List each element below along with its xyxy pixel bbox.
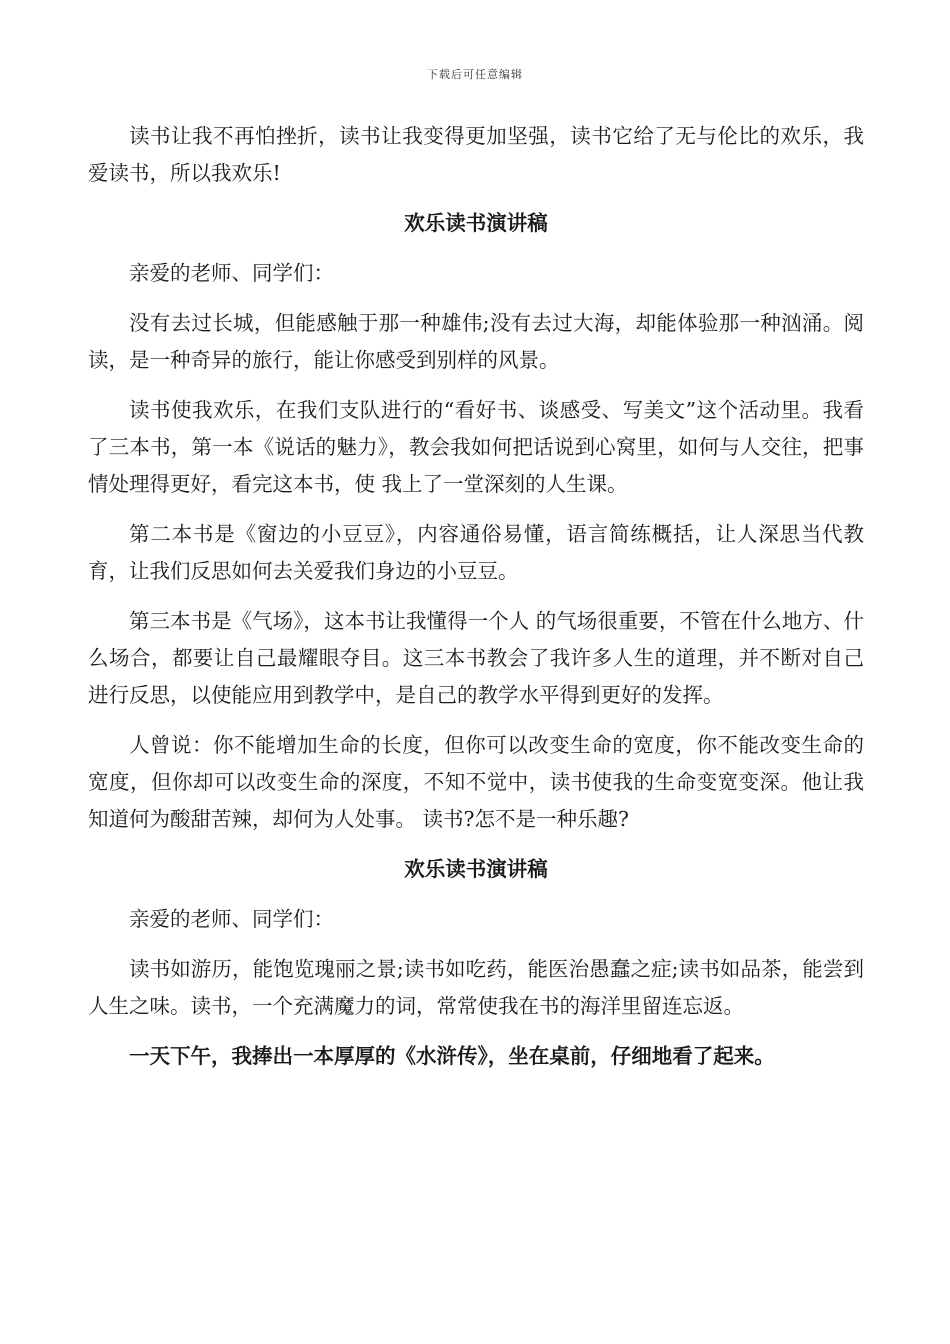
paragraph: 第二本书是《窗边的小豆豆》，内容通俗易懂，语言简练概括，让人深思当代教育，让我们反思如何去关爱我们身边的小豆豆。 xyxy=(88,522,864,583)
salutation: 亲爱的老师、同学们： xyxy=(129,261,334,285)
paragraph: 人曾说：你不能增加生命的长度，但你可以改变生命的宽度，你不能改变生命的宽度，但你却可以改变生命的深度，不知不觉中，读书使我的生命变宽变深。他让我知道何为酸甜苦辣，却何为人处事。 读书?怎不是一种乐趣? xyxy=(88,733,864,831)
paragraph: 读书如游历，能饱览瑰丽之景;读书如吃药，能医治愚蠢之症;读书如品茶，能尝到人生之味。读书，一个充满魔力的词，常常使我在书的海洋里留连忘返。 xyxy=(88,957,864,1018)
paragraph: 读书使我欢乐，在我们支队进行的“看好书、谈感受、写美文”这个活动里。我看了三本书，第一本《说话的魅力》，教会我如何把话说到心窝里，如何与人交往，把事情处理得更好，看完这本书，使 我上了一堂深刻的人生课。 xyxy=(88,398,864,496)
document-body xyxy=(88,118,864,1075)
salutation: 亲爱的老师、同学们： xyxy=(129,907,334,931)
paragraph: 第三本书是《气场》，这本书让我懂得一个人 的气场很重要，不管在什么地方、什么场合，都要让自己最耀眼夺目。这三本书教会了我许多人生的道理，并不断对自己进行反思，以使能应用到教学中，是自己的教学水平得到更好的发挥。 xyxy=(88,609,864,707)
section-title: 欢乐读书演讲稿 xyxy=(404,857,548,881)
paragraph: 读书让我不再怕挫折，读书让我变得更加坚强，读书它给了无与伦比的欢乐，我爱读书，所以我欢乐! xyxy=(88,124,864,185)
page-header: 下载后可任意编辑 xyxy=(427,68,523,81)
paragraph: 没有去过长城，但能感触于那一种雄伟;没有去过大海，却能体验那一种汹涌。阅读，是一种奇异的旅行，能让你感受到别样的风景。 xyxy=(88,311,864,372)
section-title: 欢乐读书演讲稿 xyxy=(404,211,548,235)
paragraph-bold: 一天下午，我捧出一本厚厚的《水浒传》，坐在桌前，仔细地看了起来。 xyxy=(129,1044,775,1068)
